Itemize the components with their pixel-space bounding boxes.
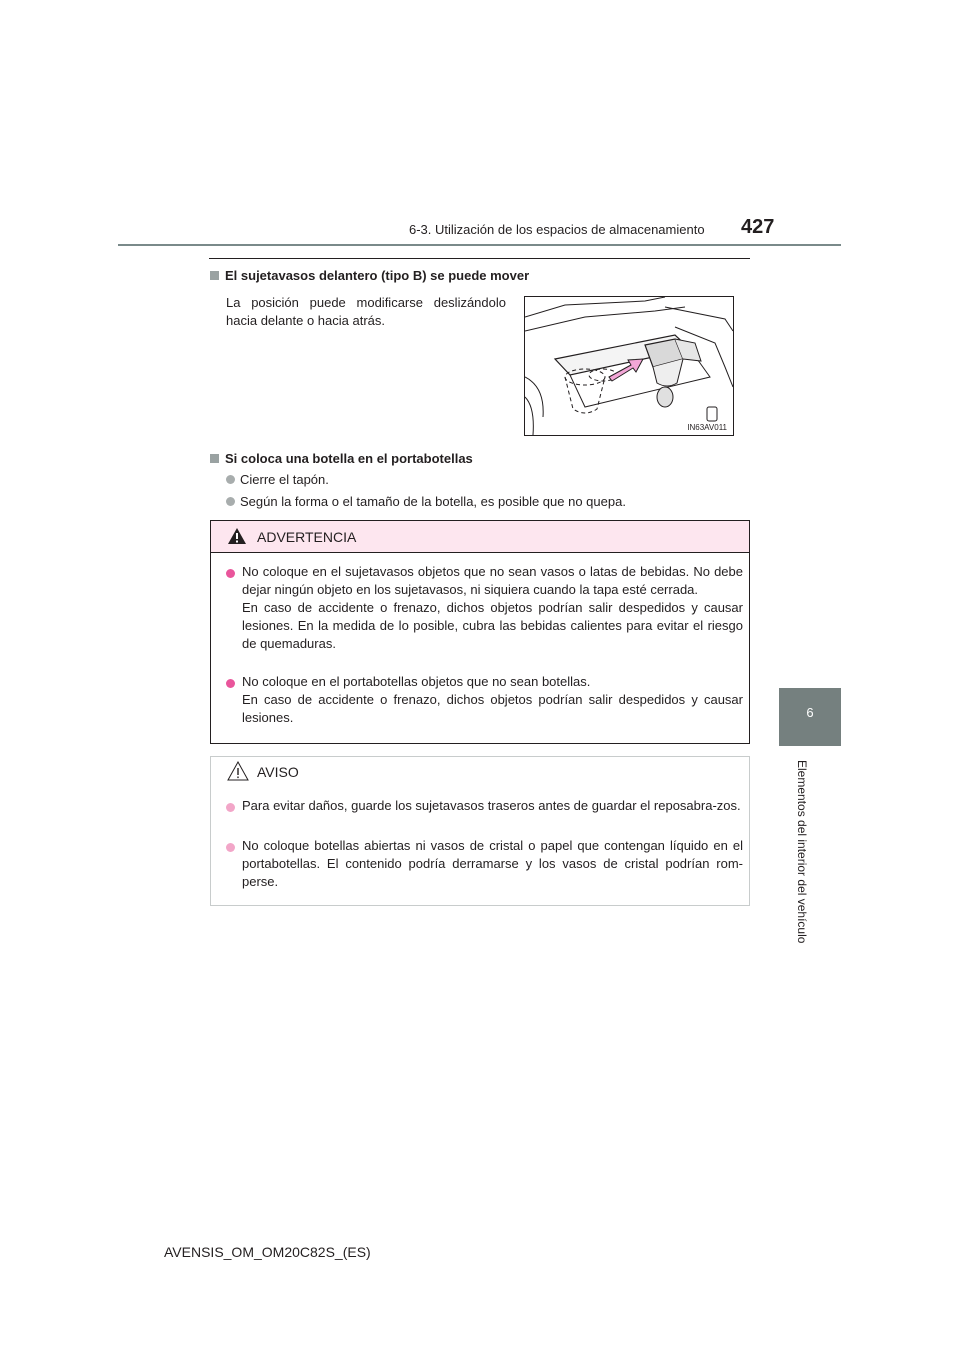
section-1-text: La posición puede modificarse deslizándolo hacia delante o hacia atrás. [226,295,506,328]
section-heading-2-text: Si coloca una botella en el portabotellas [225,451,473,466]
warning-bullet-icon [226,569,235,578]
section-title: 6-3. Utilización de los espacios de almacenamiento [409,222,705,237]
warning-title: ADVERTENCIA [257,529,357,545]
warning-item-1-line-b: En caso de accidente o frenazo, dichos objetos podrían salir despedidos y causar lesiones. En la medida de lo posible, cubra las bebidas calientes para evitar el riesgo de quemaduras. [242,600,743,651]
chapter-label: Elementos del interior del vehículo [795,760,809,944]
section-heading-2 [210,451,473,466]
header-divider [118,244,841,246]
square-bullet-icon [210,454,219,463]
warning-triangle-icon [227,527,247,545]
notice-bullet-icon [226,803,235,812]
cup-holder-illustration [525,297,733,435]
notice-box [210,756,750,906]
warning-item-1-line-a: No coloque en el sujetavasos objetos que no sean vasos o latas de bebidas. No debe dejar ningún objeto en los sujetavasos, ni siquiera cuando la tapa esté cerrada. [242,564,743,597]
warning-bullet-icon [226,679,235,688]
bullet-icon [226,475,235,484]
notice-item-1: Para evitar daños, guarde los sujetavasos traseros antes de guardar el reposabra-zos. [242,798,741,813]
list-item-text: Cierre el tapón. [240,472,329,487]
figure-code: IN63AV011 [687,423,727,432]
warning-header [211,521,749,553]
warning-item-1 [242,563,743,653]
caution-triangle-icon [227,761,249,781]
notice-title: AVISO [257,764,299,780]
bullet-icon [226,497,235,506]
page-number: 427 [741,216,775,238]
list-item [226,471,329,489]
square-bullet-icon [210,271,219,280]
section-heading-1-text: El sujetavasos delantero (tipo B) se puede mover [225,268,530,283]
warning-item-2-line-b: En caso de accidente o frenazo, dichos objetos podrían salir despedidos y causar lesiones. [242,692,743,725]
cup-holder-figure [524,296,734,436]
warning-box [210,520,750,744]
notice-item-2: No coloque botellas abiertas ni vasos de cristal o papel que contengan líquido en el portabotellas. El contenido podría derramarse y los vasos de cristal podrían rom-perse. [242,838,743,889]
content-top-rule [209,258,750,259]
list-item-text: Según la forma o el tamaño de la botella, es posible que no quepa. [240,494,626,509]
section-heading-1 [210,268,529,283]
list-item [226,493,626,511]
document-code: AVENSIS_OM_OM20C82S_(ES) [164,1244,371,1260]
warning-item-2 [242,673,743,727]
notice-bullet-icon [226,843,235,852]
warning-item-2-line-a: No coloque en el portabotellas objetos que no sean botellas. [242,674,591,689]
chapter-number: 6 [806,705,814,720]
